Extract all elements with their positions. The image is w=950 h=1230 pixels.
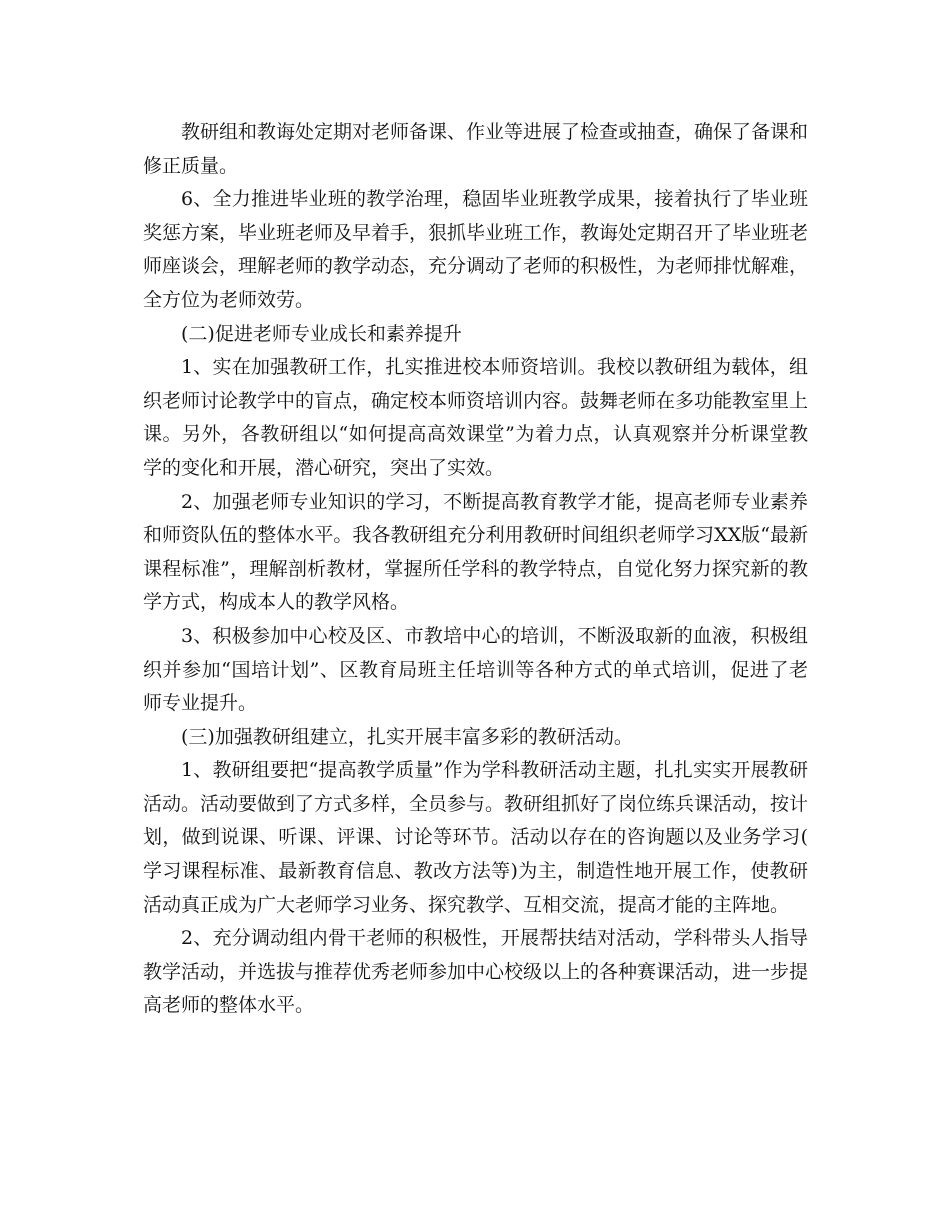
paragraph-item-6-graduating-class: 6、全力推进毕业班的教学治理，稳固毕业班教学成果，接着执行了毕业班奖惩方案，毕业班老师及早着手，狠抓毕业班工作，教诲处定期召开了毕业班老师座谈会，理解老师的教学动态，充分调动了老师的积极性，为老师排忧解难，全方位为老师效劳。 — [143, 188, 809, 311]
paragraph-inspection: 教研组和教诲处定期对老师备课、作业等进展了检查或抽查，确保了备课和修正质量。 — [143, 121, 809, 177]
section-heading-3: (三)加强教研组建立，扎实开展丰富多彩的教研活动。 — [181, 725, 633, 748]
paragraph-section2-item-2: 2、加强老师专业知识的学习，不断提高教育教学才能，提高老师专业素养和师资队伍的整体水平。我各教研组充分利用教研时间组织老师学习XX版“最新课程标准”，理解剖析教材，掌握所任学科的教学特点，自觉化努力探究新的教学方式，构成本人的教学风格。 — [143, 490, 808, 614]
paragraph-section2-item-3: 3、积极参加中心校及区、市教培中心的培训，不断汲取新的血液，积极组织并参加“国培计划”、区教育局班主任培训等各种方式的单式培训，促进了老师专业提升。 — [143, 624, 808, 715]
paragraph-section2-item-1: 1、实在加强教研工作，扎实推进校本师资培训。我校以教研组为载体，组织老师讨论教学中的盲点，确定校本师资培训内容。鼓舞老师在多功能教室里上课。另外，各教研组以“如何提高高效课堂”为着力点，认真观察并分析课堂教学的变化和开展，潜心研究，突出了实效。 — [143, 356, 809, 479]
paragraph-section3-item-1: 1、教研组要把“提高教学质量”作为学科教研活动主题，扎扎实实开展教研活动。活动要做到了方式多样，全员参与。教研组抓好了岗位练兵课活动，按计划，做到说课、听课、评课、讨论等环节。活动以存在的咨询题以及业务学习(学习课程标准、最新教育信息、教改方法等)为主，制造性地开展工作，使教研活动真正成为广大老师学习业务、探究教学、互相交流，提高才能的主阵地。 — [143, 759, 809, 916]
paragraph-section3-item-2: 2、充分调动组内骨干老师的积极性，开展帮扶结对活动，学科带头人指导教学活动，并选拔与推荐优秀老师参加中心校级以上的各种赛课活动，进一步提高老师的整体水平。 — [143, 927, 809, 1017]
section-heading-2: (二)促进老师专业成长和素养提升 — [181, 322, 462, 345]
document-body — [143, 116, 808, 1023]
